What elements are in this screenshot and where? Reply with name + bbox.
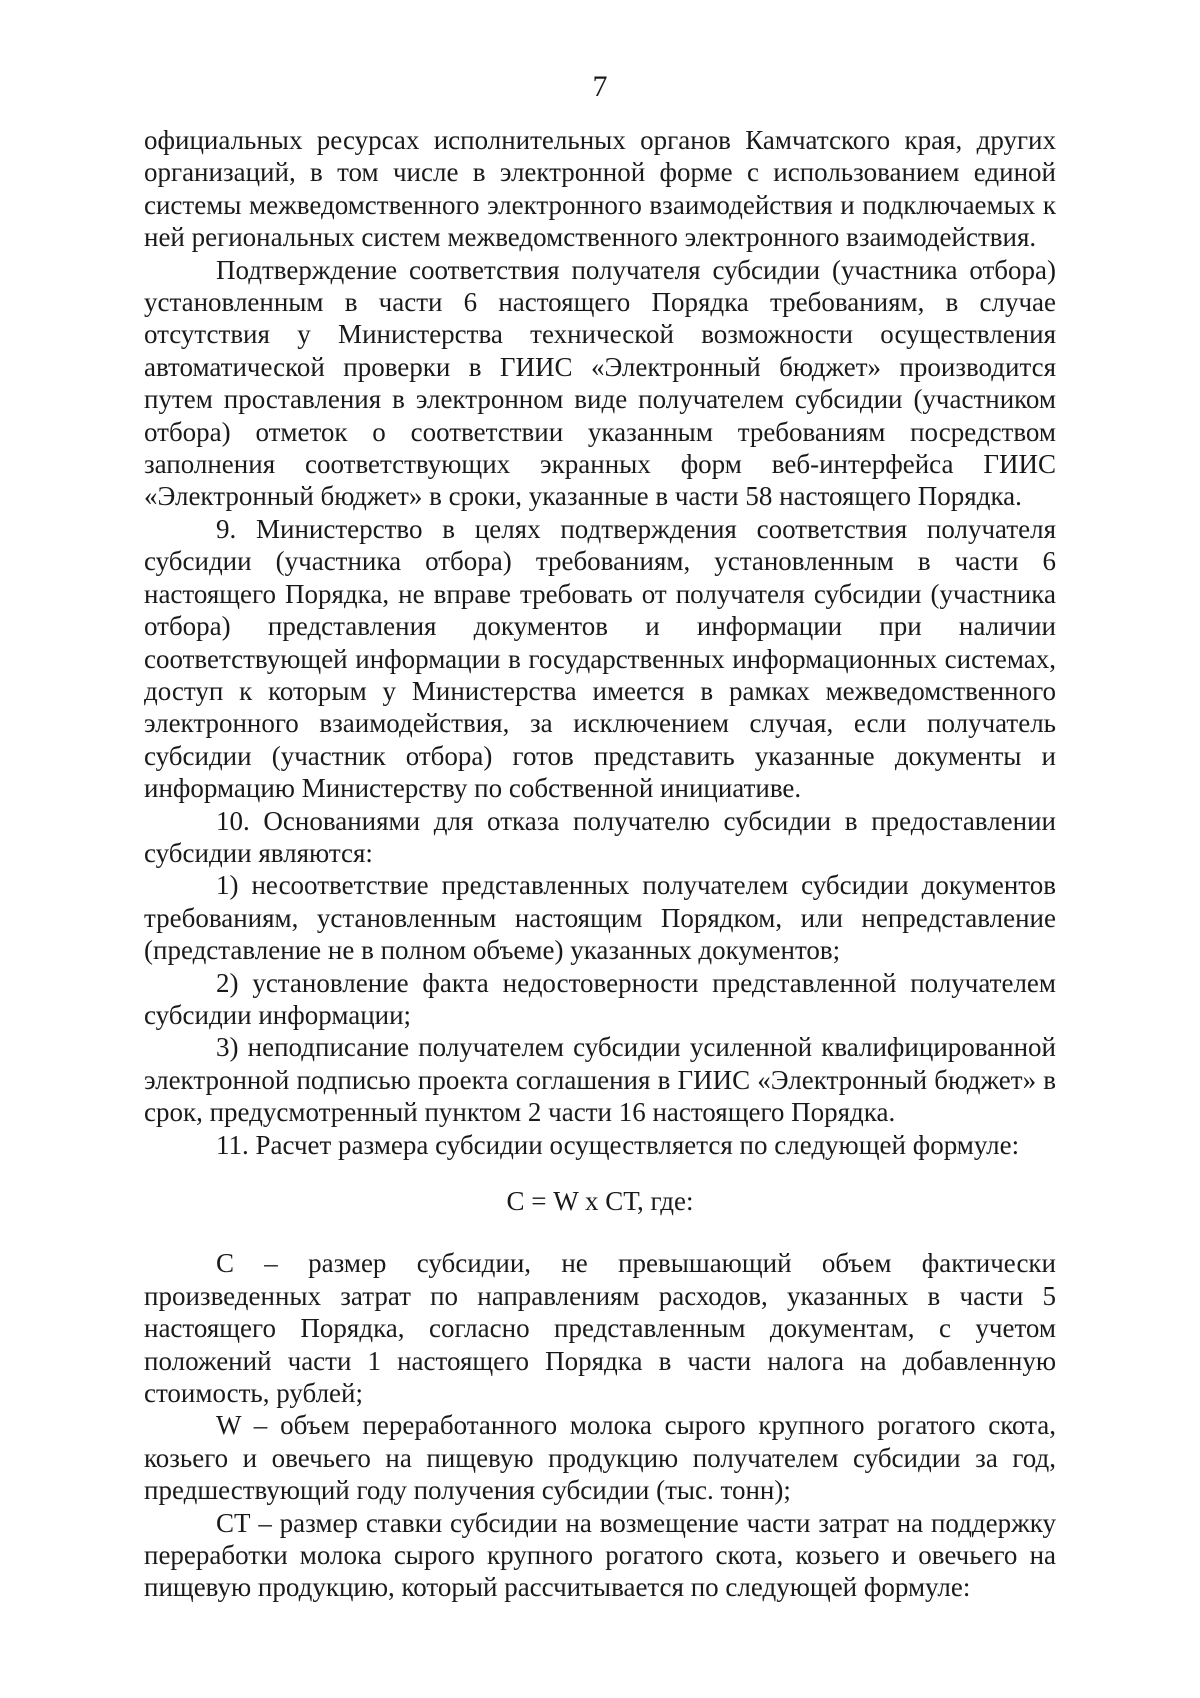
definition-ct: СТ – размер ставки субсидии на возмещение части затрат на поддержку переработки молока сырого крупного рогатого скота, козьего и овечьего на пищевую продукцию, который рассчитывается по следующей формуле: bbox=[144, 1507, 1056, 1603]
definition-c: С – размер субсидии, не превышающий объем фактически произведенных затрат по направлениям расходов, указанных в части 5 настоящего Порядка, согласно представленным документам, с учетом положений части 1 настоящего Порядка в части налога на добавленную стоимость, рублей; bbox=[144, 1248, 1056, 1409]
paragraph-subitem-1: 1) несоответствие представленных получателем субсидии документов требованиям, установленным настоящим Порядком, или непредставление (представление не в полном объеме) указанных документов; bbox=[144, 870, 1056, 966]
paragraph-item-10: 10. Основаниями для отказа получателю субсидии в предоставлении субсидии являются: bbox=[144, 805, 1056, 868]
page-number: 7 bbox=[592, 70, 608, 103]
paragraph-continuation: официальных ресурсах исполнительных органов Камчатского края, других организаций, в том числе в электронной форме с использованием единой системы межведомственного электронного взаимодействия и подключаемых к ней региональных систем межведомственного электронного взаимодействия. bbox=[144, 125, 1056, 253]
paragraph-item-9: 9. Министерство в целях подтверждения соответствия получателя субсидии (участника отбора) требованиям, установленным в части 6 настоящего Порядка, не вправе требовать от получателя субсидии (участника отбора) представления документов и информации при наличии соответствующей информации в государственных информационных системах, доступ к которым у Министерства имеется в рамках межведомственного электронного взаимодействия, за исключением случая, если получатель субсидии (участник отбора) готов представить указанные документы и информацию Министерству по собственной инициативе. bbox=[144, 513, 1056, 804]
document-body bbox=[144, 124, 1056, 1604]
paragraph-subitem-2: 2) установление факта недостоверности представленной получателем субсидии информации; bbox=[144, 967, 1056, 1030]
formula: С = W x СТ, где: bbox=[506, 1186, 694, 1216]
paragraph-subitem-3: 3) неподписание получателем субсидии усиленной квалифицированной электронной подписью проекта соглашения в ГИИС «Электронный бюджет» в срок, предусмотренный пунктом 2 части 16 настоящего Порядка. bbox=[144, 1032, 1056, 1128]
definition-w: W – объем переработанного молока сырого крупного рогатого скота, козьего и овечьего на пищевую продукцию получателем субсидии за год, предшествующий году получения субсидии (тыс. тонн); bbox=[144, 1410, 1056, 1506]
paragraph-item-11: 11. Расчет размера субсидии осуществляется по следующей формуле: bbox=[216, 1129, 1020, 1160]
paragraph-confirmation: Подтверждение соответствия получателя субсидии (участника отбора) установленным в части 6 настоящего Порядка требованиям, в случае отсутствия у Министерства технической возможности осуществления автоматической проверки в ГИИС «Электронный бюджет» производится путем проставления в электронном виде получателем субсидии (участником отбора) отметок о соответствии указанным требованиям посредством заполнения соответствующих экранных форм веб-интерфейса ГИИС «Электронный бюджет» в сроки, указанные в части 58 настоящего Порядка. bbox=[144, 254, 1056, 512]
